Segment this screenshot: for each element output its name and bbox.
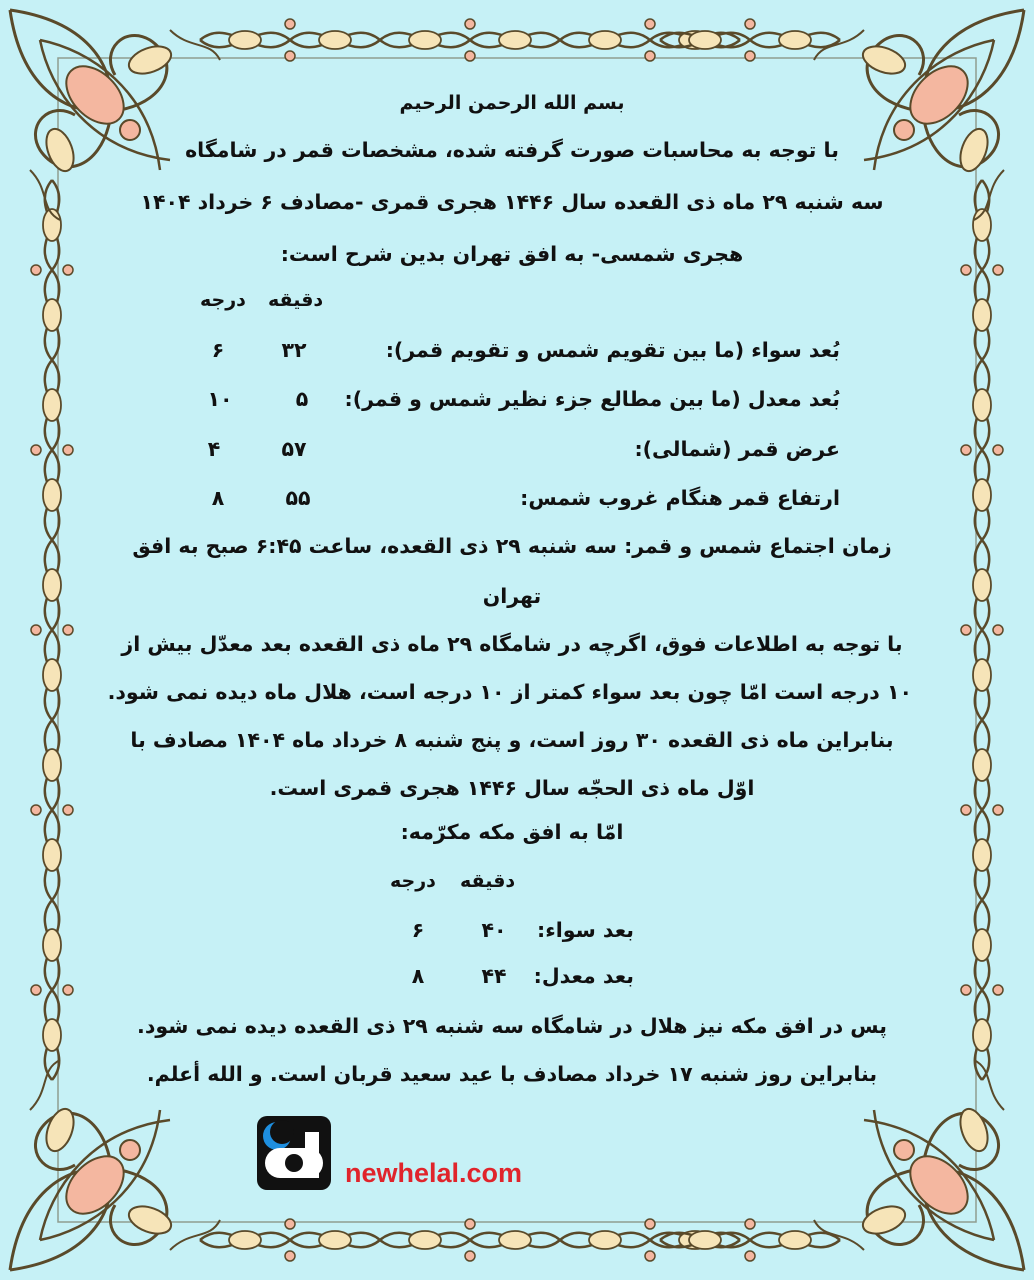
tehran-row-minute: ۳۲ <box>281 338 307 362</box>
tehran-row-degree: ۴ <box>207 437 221 461</box>
tehran-row-label: ارتفاع قمر هنگام غروب شمس: <box>520 486 840 510</box>
conclusion-line-1: با توجه به اطلاعات فوق، اگرچه در شامگاه ۲۹ ماه ذی القعده بعد معدّل بیش از <box>121 632 903 656</box>
tehran-row-minute: ۵۵ <box>285 486 311 510</box>
intro-line-2: سه شنبه ۲۹ ماه ذی القعده سال ۱۴۴۶ هجری قمری -مصادف ۶ خرداد ۱۴۰۴ <box>140 190 884 214</box>
newhelal-logo-icon <box>255 1114 333 1192</box>
final-line-2: بنابراین روز شنبه ۱۷ خرداد مصادف با عید سعید قربان است. و الله أعلم. <box>146 1062 878 1086</box>
intro-line-3: هجری شمسی- به افق تهران بدین شرح است: <box>280 242 744 266</box>
final-line-1: پس در افق مکه نیز هلال در شامگاه سه شنبه ۲۹ ذی القعده دیده نمی شود. <box>137 1014 887 1038</box>
mecca-row-minute: ۴۰ <box>481 918 507 942</box>
tehran-row-label: بُعد معدل (ما بین مطالع جزء نظیر شمس و قمر): <box>344 387 840 411</box>
tehran-row-label: بُعد سواء (ما بین تقویم شمس و تقویم قمر): <box>385 338 840 362</box>
tehran-row-minute: ۵ <box>295 387 309 411</box>
tehran-row-degree: ۸ <box>211 486 225 510</box>
mecca-col-minute: دقیقه <box>460 870 516 892</box>
conjunction-line-1: زمان اجتماع شمس و قمر: سه شنبه ۲۹ ذی القعده، ساعت ۶:۴۵ صبح به افق <box>132 534 892 558</box>
mecca-row-minute: ۴۴ <box>481 964 507 988</box>
site-url: newhelal.com <box>345 1158 523 1188</box>
mecca-heading: امّا به افق مکه مکرّمه: <box>400 820 624 844</box>
conclusion-line-4: اوّل ماه ذی الحجّه سال ۱۴۴۶ هجری قمری است. <box>269 776 755 800</box>
tehran-row-degree: ۶ <box>211 338 225 362</box>
mecca-row-label: بعد سواء: <box>537 918 634 942</box>
conclusion-line-3: بنابراین ماه ذی القعده ۳۰ روز است، و پنج شنبه ۸ خرداد ماه ۱۴۰۴ مصادف با <box>130 728 894 752</box>
tehran-row-label: عرض قمر (شمالی): <box>634 437 840 461</box>
conjunction-line-2: تهران <box>482 584 542 608</box>
mecca-row-degree: ۸ <box>411 964 425 988</box>
conclusion-line-2: ۱۰ درجه است امّا چون بعد سواء کمتر از ۱۰ درجه است، هلال ماه دیده نمی شود. <box>107 680 912 704</box>
basmala: بسم الله الرحمن الرحیم <box>399 92 625 114</box>
tehran-col-minute: دقیقه <box>268 289 324 311</box>
mecca-row-degree: ۶ <box>411 918 425 942</box>
mecca-col-degree: درجه <box>390 870 436 892</box>
intro-line-1: با توجه به محاسبات صورت گرفته شده، مشخصات قمر در شامگاه <box>185 138 839 162</box>
tehran-col-degree: درجه <box>200 289 246 311</box>
mecca-row-label: بعد معدل: <box>533 964 634 988</box>
tehran-row-degree: ۱۰ <box>207 387 233 411</box>
tehran-row-minute: ۵۷ <box>281 437 307 461</box>
